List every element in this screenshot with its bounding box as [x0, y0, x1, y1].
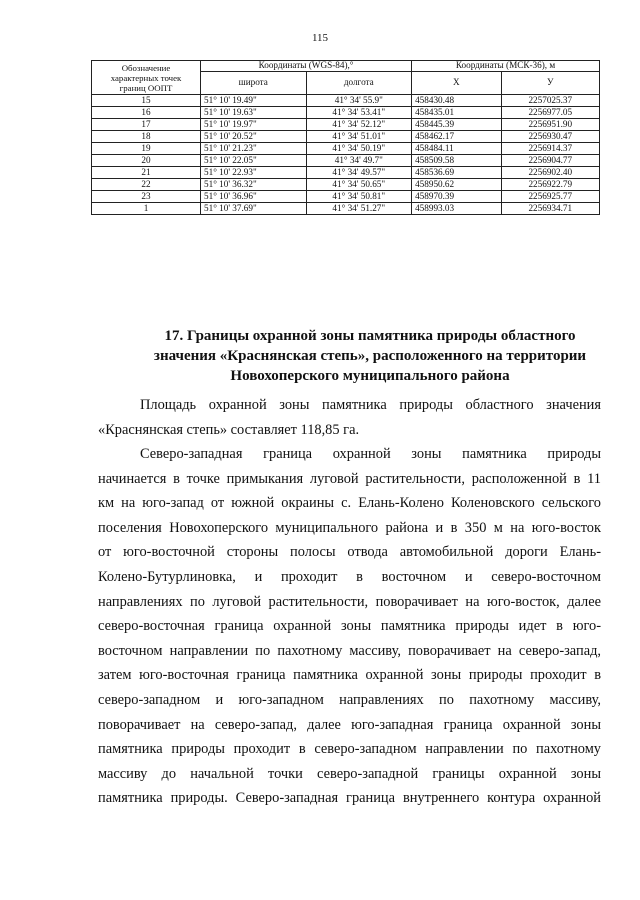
paragraph-line: поворачивает на северо-запад, далее юго-западная граница охранной зоны: [98, 716, 601, 733]
y-cell: 2256925.77: [501, 191, 599, 203]
paragraph-line: северо-западном и юго-западном направлениях по пахотному массиву,: [98, 691, 601, 708]
coordinates-table: [91, 60, 600, 215]
heading-line: 17. Границы охранной зоны памятника природы областного: [164, 328, 576, 344]
paragraph-line: от юго-восточной стороны полосы отвода автомобильной дороги Елань-: [98, 544, 601, 561]
table-row: [92, 143, 600, 155]
paragraph-line: памятника природы. Северо-западная граница внутреннего контура охранной: [98, 790, 601, 807]
longitude-cell: 41° 34' 49.57": [306, 167, 412, 179]
longitude-cell: 41° 34' 55.9": [306, 95, 412, 107]
paragraph-line: массиву до начальной точки северо-западной границы охранной зоны: [98, 765, 601, 782]
longitude-cell: 41° 34' 53.41": [306, 107, 412, 119]
header-x: X: [412, 72, 501, 95]
latitude-cell: 51° 10' 20.52": [201, 131, 307, 143]
x-cell: 458445.39: [412, 119, 501, 131]
paragraph-line: Колено-Бутурлиновка, и проходит в восточном и северо-восточном: [98, 568, 601, 585]
y-cell: 2256922.79: [501, 179, 599, 191]
section-heading: [110, 326, 630, 386]
boundary-paragraph: [98, 442, 601, 811]
y-cell: 2256904.77: [501, 155, 599, 167]
coordinates-table-body: [92, 95, 600, 215]
y-cell: 2256914.37: [501, 143, 599, 155]
y-cell: 2256977.05: [501, 107, 599, 119]
table-row: [92, 191, 600, 203]
x-cell: 458950.62: [412, 179, 501, 191]
latitude-cell: 51° 10' 36.96": [201, 191, 307, 203]
latitude-cell: 51° 10' 19.97": [201, 119, 307, 131]
latitude-cell: 51° 10' 19.49": [201, 95, 307, 107]
latitude-cell: 51° 10' 36.32": [201, 179, 307, 191]
y-cell: 2256951.90: [501, 119, 599, 131]
point-id-cell: 16: [92, 107, 201, 119]
longitude-cell: 41° 34' 51.01": [306, 131, 412, 143]
table-row: [92, 131, 600, 143]
point-id-cell: 20: [92, 155, 201, 167]
latitude-cell: 51° 10' 37.69": [201, 203, 307, 215]
paragraph-line: Северо-западная граница охранной зоны памятника природы: [140, 446, 601, 462]
latitude-cell: 51° 10' 19.63": [201, 107, 307, 119]
table-row: [92, 179, 600, 191]
x-cell: 458462.17: [412, 131, 501, 143]
point-id-cell: 23: [92, 191, 201, 203]
paragraph-line: затем юго-восточная граница памятника охранной зоны природы проходит в: [98, 667, 601, 684]
longitude-cell: 41° 34' 49.7": [306, 155, 412, 167]
paragraph-line: Площадь охранной зоны памятника природы областного значения: [140, 397, 601, 413]
header-designation-line: характерных точек: [110, 72, 182, 83]
paragraph-line: поселения Новохоперского муниципального района и в 350 м на юго-восток: [98, 519, 601, 536]
point-id-cell: 19: [92, 143, 201, 155]
y-cell: 2256930.47: [501, 131, 599, 143]
x-cell: 458970.39: [412, 191, 501, 203]
point-id-cell: 17: [92, 119, 201, 131]
header-designation-line: границ ООПТ: [119, 82, 173, 93]
point-id-cell: 22: [92, 179, 201, 191]
header-msk: Координаты (МСК-36), м: [412, 61, 600, 72]
longitude-cell: 41° 34' 50.81": [306, 191, 412, 203]
paragraph-line: северо-восточная граница охранной зоны памятника природы идет в юго-: [98, 618, 601, 635]
x-cell: 458536.69: [412, 167, 501, 179]
table-row: [92, 203, 600, 215]
header-y: У: [501, 72, 599, 95]
area-paragraph: [98, 393, 601, 442]
paragraph-line: направлениях по луговой растительности, поворачивает на юго-восток, далее: [98, 593, 601, 610]
x-cell: 458993.03: [412, 203, 501, 215]
header-longitude: долгота: [306, 72, 412, 95]
header-designation-line: Обозначение: [121, 62, 171, 73]
y-cell: 2256934.71: [501, 203, 599, 215]
latitude-cell: 51° 10' 22.93": [201, 167, 307, 179]
table-row: [92, 155, 600, 167]
y-cell: 2256902.40: [501, 167, 599, 179]
paragraph-line: «Краснянская степь» составляет 118,85 га.: [98, 421, 360, 438]
longitude-cell: 41° 34' 51.27": [306, 203, 412, 215]
paragraph-line: км на юго-запад от южной окраины с. Елань-Колено Коленовского сельского: [98, 495, 601, 512]
x-cell: 458430.48: [412, 95, 501, 107]
heading-line: Новохоперского муниципального района: [230, 368, 510, 384]
header-designation: [92, 61, 201, 95]
paragraph-line: памятника природы проходит в северо-западном направлении по пахотному: [98, 741, 601, 758]
y-cell: 2257025.37: [501, 95, 599, 107]
heading-line: значения «Краснянская степь», расположенного на территории: [153, 348, 587, 364]
page-number: 115: [311, 32, 329, 44]
point-id-cell: 21: [92, 167, 201, 179]
latitude-cell: 51° 10' 22.05": [201, 155, 307, 167]
latitude-cell: 51° 10' 21.23": [201, 143, 307, 155]
header-latitude: широта: [201, 72, 307, 95]
longitude-cell: 41° 34' 52.12": [306, 119, 412, 131]
table-row: [92, 95, 600, 107]
point-id-cell: 18: [92, 131, 201, 143]
paragraph-line: начинается в точке примыкания луговой растительности, расположенной в 11: [98, 470, 601, 487]
x-cell: 458484.11: [412, 143, 501, 155]
longitude-cell: 41° 34' 50.19": [306, 143, 412, 155]
point-id-cell: 15: [92, 95, 201, 107]
table-row: [92, 167, 600, 179]
x-cell: 458509.58: [412, 155, 501, 167]
longitude-cell: 41° 34' 50.65": [306, 179, 412, 191]
header-wgs: Координаты (WGS-84),°: [201, 61, 412, 72]
paragraph-line: восточном направлении по пахотному массиву, поворачивает на северо-запад,: [98, 642, 601, 659]
table-row: [92, 119, 600, 131]
point-id-cell: 1: [92, 203, 201, 215]
x-cell: 458435.01: [412, 107, 501, 119]
table-row: [92, 107, 600, 119]
